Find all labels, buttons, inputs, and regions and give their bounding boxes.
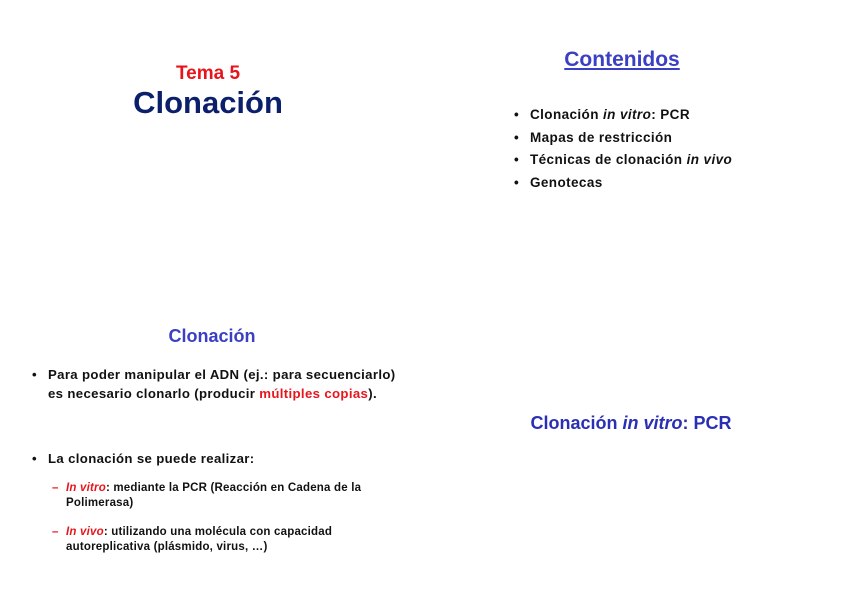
item-text: Clonación xyxy=(530,107,604,122)
contenidos-item xyxy=(514,127,732,150)
sub-item-rest: : utilizando una molécula con capacidad autoreplicativa (plásmido, virus, …) xyxy=(66,526,333,553)
pcr-title-italic: in vitro xyxy=(622,413,683,433)
bullet-paragraph-2 xyxy=(32,450,396,469)
sub-item-in-vitro xyxy=(52,481,394,510)
slide-contenidos xyxy=(440,40,820,240)
item-text: Técnicas de clonación xyxy=(530,152,687,168)
bullet-paragraph-1 xyxy=(32,366,396,403)
contenidos-item xyxy=(514,172,732,195)
clonacion-title: Clonación xyxy=(168,326,256,346)
contenidos-title: Contenidos xyxy=(564,48,680,71)
contenidos-list xyxy=(514,104,732,194)
slide-clonacion xyxy=(20,320,420,580)
paragraph-text-before: Para poder manipular el ADN (ej.: para secuenciarlo) es necesario clonarlo (producir xyxy=(48,367,396,401)
highlight-text: múltiples copias xyxy=(259,385,369,401)
item-text: Genotecas xyxy=(530,174,603,190)
contenidos-item xyxy=(514,104,732,127)
bullet-icon: • xyxy=(514,129,520,145)
bullet-icon: • xyxy=(514,152,520,168)
sub-item-rest: : mediante la PCR (Reacción en Cadena de la Polimerasa) xyxy=(66,482,362,509)
bullet-icon: • xyxy=(514,174,520,190)
contenidos-item xyxy=(514,149,732,172)
sub-item-text xyxy=(66,481,394,510)
dash-icon: – xyxy=(52,526,59,538)
item-text: Mapas de restricción xyxy=(530,129,673,145)
dash-icon: – xyxy=(52,482,59,494)
paragraph-text xyxy=(48,366,396,403)
sub-item-italic: In vitro xyxy=(66,482,106,494)
paragraph-text-after: ). xyxy=(368,385,377,401)
pcr-title-pre: Clonación xyxy=(530,413,623,433)
bullet-icon: • xyxy=(514,107,520,122)
slide-tema xyxy=(20,55,400,255)
item-italic: in vitro xyxy=(603,107,652,122)
item-text-post: : PCR xyxy=(651,107,690,122)
paragraph-text: La clonación se puede realizar: xyxy=(48,451,255,466)
pcr-title xyxy=(440,413,822,434)
bullet-icon: • xyxy=(32,367,37,382)
slide-pcr xyxy=(440,405,820,445)
sub-item-italic: In vivo xyxy=(66,526,104,538)
pcr-title-post: : PCR xyxy=(682,413,732,433)
sub-item-text xyxy=(66,525,394,554)
tema-label: Tema 5 xyxy=(175,63,241,84)
sub-item-in-vivo xyxy=(52,525,394,554)
bullet-icon: • xyxy=(32,451,37,466)
item-italic: in vivo xyxy=(686,152,733,168)
tema-title: Clonación xyxy=(133,85,283,120)
